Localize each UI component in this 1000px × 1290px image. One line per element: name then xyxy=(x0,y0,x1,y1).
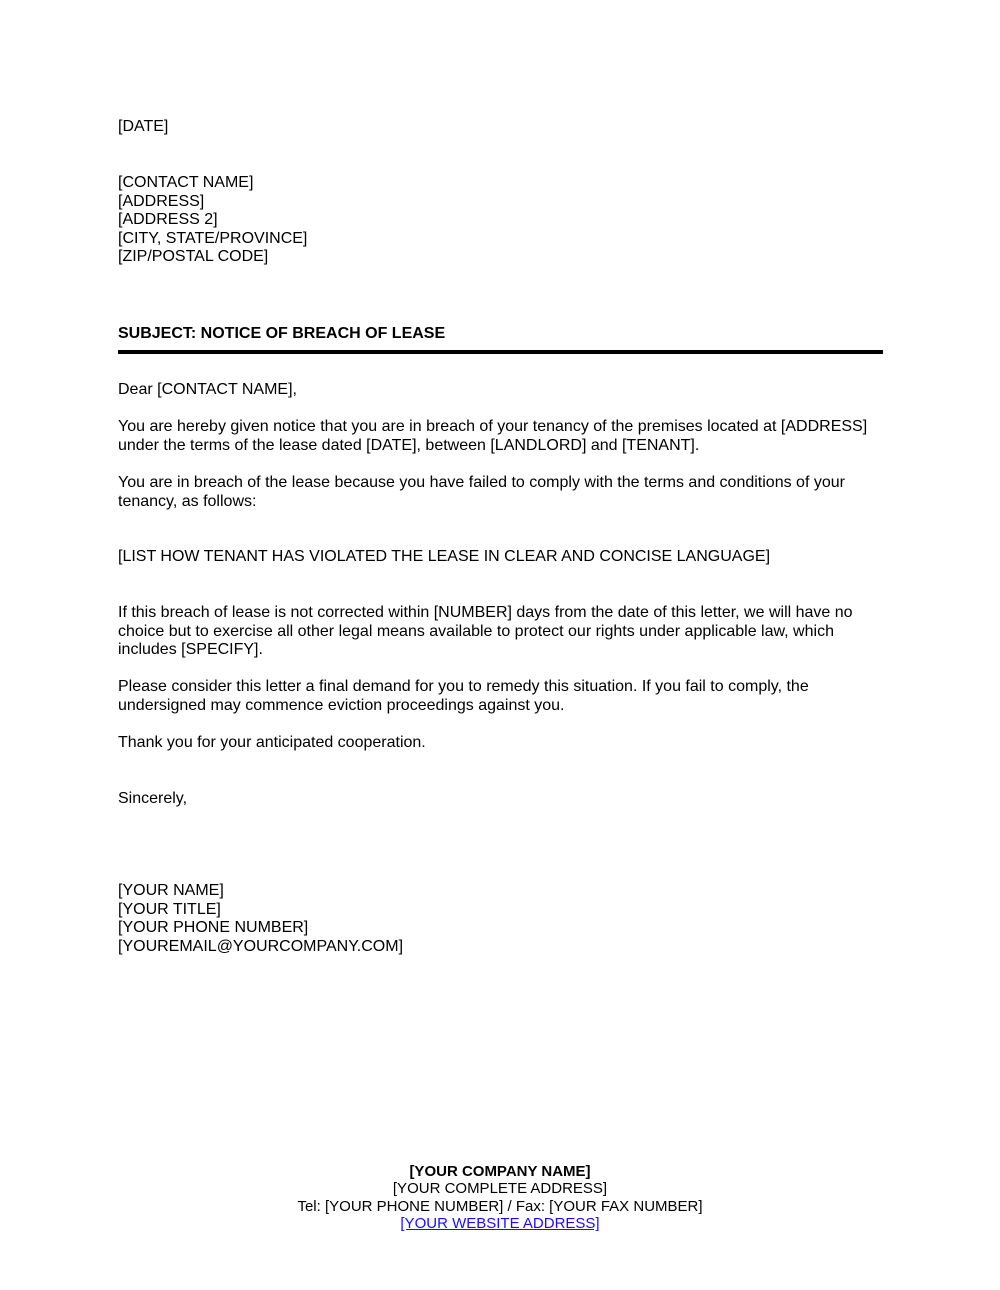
paragraph-line: includes [SPECIFY]. xyxy=(118,641,263,659)
signature-name: [YOUR NAME] xyxy=(118,882,224,899)
violations-text: [LIST HOW TENANT HAS VIOLATED THE LEASE IN CLEAR AND CONCISE LANGUAGE] xyxy=(118,548,771,565)
letterhead-footer xyxy=(0,1163,1000,1233)
paragraph-line: If this breach of lease is not corrected within [NUMBER] days from the date of this letter, we will have no xyxy=(118,604,853,621)
subject-divider xyxy=(118,350,883,354)
footer-company-name: [YOUR COMPANY NAME] xyxy=(409,1163,591,1180)
salutation: Dear [CONTACT NAME], xyxy=(118,381,297,398)
recipient-address-block xyxy=(118,174,883,267)
signature-email: [YOUREMAIL@YOURCOMPANY.COM] xyxy=(118,937,404,955)
paragraph-line: Please consider this letter a final demand for you to remedy this situation. If you fail to comply, the xyxy=(118,678,809,695)
paragraph-notice xyxy=(118,418,883,455)
paragraph-line: under the terms of the lease dated [DATE], between [LANDLORD] and [TENANT]. xyxy=(118,436,700,454)
footer-website-link[interactable]: [YOUR WEBSITE ADDRESS] xyxy=(400,1215,600,1233)
violations-placeholder xyxy=(118,548,883,567)
letter-date-block xyxy=(118,118,883,137)
subject-heading: SUBJECT: NOTICE OF BREACH OF LEASE xyxy=(118,325,446,342)
signature-phone: [YOUR PHONE NUMBER] xyxy=(118,919,309,937)
paragraph-line: tenancy, as follows: xyxy=(118,492,257,510)
paragraph-line: You are in breach of the lease because you have failed to comply with the terms and conditions of your xyxy=(118,474,845,491)
paragraph-line: choice but to exercise all other legal means available to protect our rights under applicable law, which xyxy=(118,622,834,640)
paragraph-breach xyxy=(118,474,883,511)
letter-date: [DATE] xyxy=(118,118,169,135)
recipient-address-2: [ADDRESS 2] xyxy=(118,211,218,229)
salutation-block xyxy=(118,381,883,400)
paragraph-line: You are hereby given notice that you are in breach of your tenancy of the premises located at [ADDRESS] xyxy=(118,418,868,435)
paragraph-final-demand xyxy=(118,678,883,715)
closing-text: Sincerely, xyxy=(118,790,188,807)
recipient-address: [ADDRESS] xyxy=(118,192,205,210)
footer-contact: Tel: [YOUR PHONE NUMBER] / Fax: [YOUR FAX NUMBER] xyxy=(297,1197,703,1215)
signature-title: [YOUR TITLE] xyxy=(118,900,221,918)
signature-block xyxy=(118,882,883,956)
thanks-text: Thank you for your anticipated cooperation. xyxy=(118,734,426,751)
closing-block xyxy=(118,790,883,809)
recipient-city-state: [CITY, STATE/PROVINCE] xyxy=(118,229,308,247)
footer-address: [YOUR COMPLETE ADDRESS] xyxy=(392,1180,608,1198)
recipient-contact-name: [CONTACT NAME] xyxy=(118,174,254,191)
paragraph-thanks xyxy=(118,734,883,753)
paragraph-line: undersigned may commence eviction proceedings against you. xyxy=(118,696,565,714)
recipient-zip: [ZIP/POSTAL CODE] xyxy=(118,248,269,266)
paragraph-correction xyxy=(118,604,883,660)
